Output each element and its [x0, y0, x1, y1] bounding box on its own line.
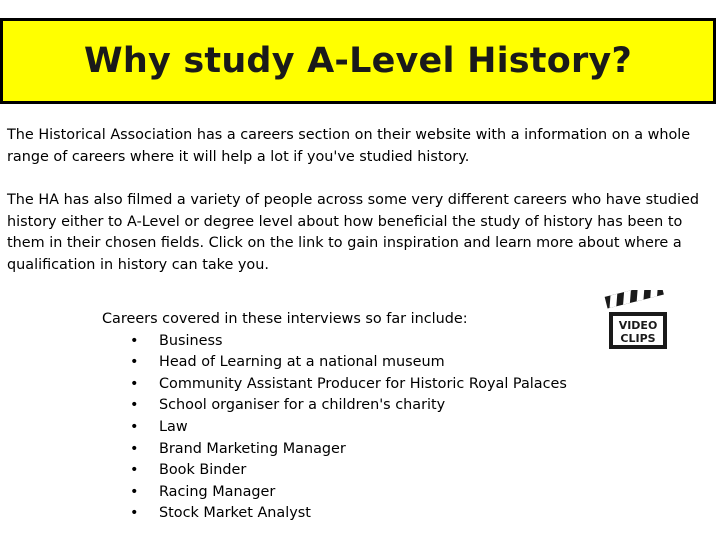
career-label: Racing Manager	[159, 483, 276, 500]
careers-list	[102, 331, 567, 525]
career-label: Brand Marketing Manager	[159, 440, 346, 457]
careers-section	[102, 309, 567, 525]
clips-label: CLIPS	[620, 332, 656, 345]
career-label: School organiser for a children's charity	[159, 397, 446, 414]
list-item	[102, 417, 567, 439]
page-title: Why study A-Level History?	[84, 41, 632, 81]
video-label: VIDEO	[618, 319, 658, 332]
video-paragraph: The HA has also filmed a variety of people across some very different careers who have studied history either to A-Level or degree level about how beneficial the study of history has been to them in their chosen fields. Click on the link to gain inspiration and learn more about where a qualification in history can take you.	[7, 192, 700, 273]
bullet-icon: •	[130, 440, 139, 457]
bullet-icon: •	[130, 462, 139, 479]
career-label: Community Assistant Producer for Historic Royal Palaces	[159, 375, 567, 392]
list-item	[102, 395, 567, 417]
bullet-icon: •	[130, 354, 139, 371]
list-item	[102, 482, 567, 504]
bullet-icon: •	[130, 505, 139, 522]
list-item	[102, 352, 567, 374]
list-item	[102, 331, 567, 353]
career-label: Business	[159, 332, 223, 349]
list-item	[102, 460, 567, 482]
list-item	[102, 439, 567, 461]
career-label: Stock Market Analyst	[159, 505, 311, 522]
list-item	[102, 503, 567, 525]
title-banner	[0, 18, 716, 104]
career-label: Book Binder	[159, 462, 247, 479]
bullet-icon: •	[130, 483, 139, 500]
intro-paragraph: The Historical Association has a careers section on their website with a information on a whole range of careers where it will help a lot if you've studied history.	[7, 127, 691, 165]
video-clips-icon[interactable]	[604, 290, 670, 352]
bullet-icon: •	[130, 375, 139, 392]
bullet-icon: •	[130, 418, 139, 435]
list-item	[102, 374, 567, 396]
career-label: Head of Learning at a national museum	[159, 354, 445, 371]
careers-intro: Careers covered in these interviews so far include:	[102, 311, 468, 327]
career-label: Law	[159, 418, 188, 435]
bullet-icon: •	[130, 332, 139, 349]
bullet-icon: •	[130, 397, 139, 414]
